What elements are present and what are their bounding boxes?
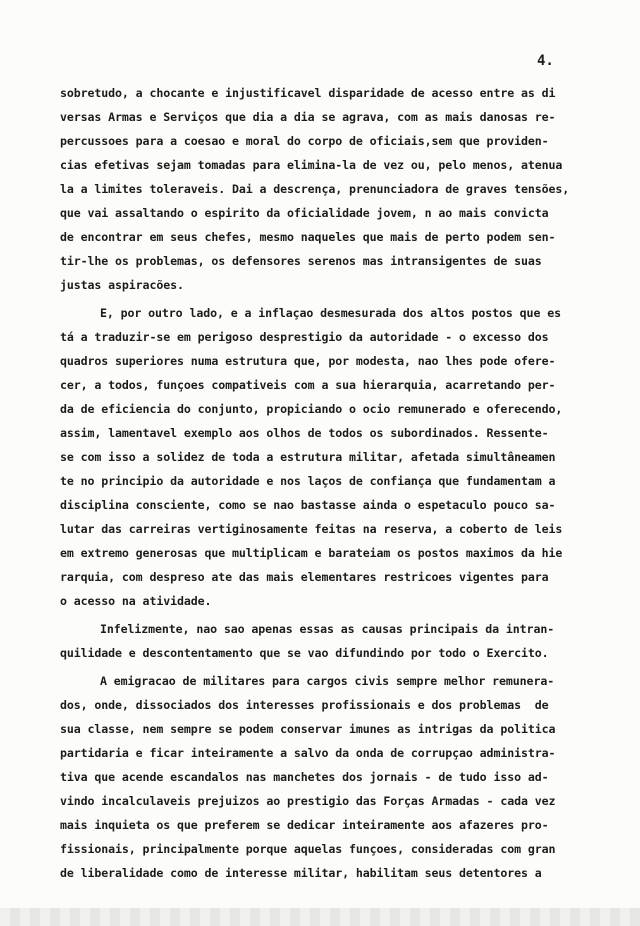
scan-edge [0, 908, 640, 926]
text-line: que vai assaltando o espirito da oficialidade jovem, n ao mais convicta [60, 206, 549, 220]
text-line: cias efetivas sejam tomadas para elimina-la de vez ou, pelo menos, atenua [60, 158, 563, 172]
text-line: quadros superiores numa estrutura que, por modesta, nao lhes pode ofere- [60, 354, 556, 368]
text-line: E, por outro lado, e a inflaçao desmesurada dos altos postos que es [100, 306, 561, 320]
text-line: disciplina consciente, como se nao bastasse ainda o espetaculo pouco sa- [60, 498, 556, 512]
text-line: em extremo generosas que multiplicam e barateiam os postos maximos da hie [60, 546, 563, 560]
text-line: lutar das carreiras vertiginosamente feitas na reserva, a coberto de leis [60, 522, 563, 536]
text-line: Infelizmente, nao sao apenas essas as causas principais da intran- [100, 622, 555, 636]
text-line: da de eficiencia do conjunto, propiciando o ocio remunerado e oferecendo, [60, 402, 563, 416]
text-line: rarquia, com despreso ate das mais elementares restricoes vigentes para [60, 570, 549, 584]
text-line: de liberalidade como de interesse militar, habilitam seus detentores a [60, 866, 542, 880]
text-line: de encontrar em seus chefes, mesmo naqueles que mais de perto podem sen- [60, 230, 556, 244]
text-line: tiva que acende escandalos nas manchetes dos jornais - de tudo isso ad- [60, 770, 549, 784]
text-line: versas Armas e Serviços que dia a dia se agrava, com as mais danosas re- [60, 110, 556, 124]
text-line: cer, a todos, funçoes compativeis com a sua hierarquia, acarretando per- [60, 378, 556, 392]
text-line: assim, lamentavel exemplo aos olhos de todos os subordinados. Ressente- [60, 426, 549, 440]
text-line: o acesso na atividade. [60, 594, 212, 608]
text-line: se com isso a solidez de toda a estrutura militar, afetada simultâneamen [60, 450, 556, 464]
text-line: tá a traduzir-se em perigoso desprestigio da autoridade - o excesso dos [60, 330, 549, 344]
text-line: tir-lhe os problemas, os defensores serenos mas intransigentes de suas [60, 254, 542, 268]
page-number: 4. [537, 53, 554, 69]
text-line: percussoes para a coesao e moral do corpo de oficiais,sem que providen- [60, 134, 549, 148]
text-line: partidaria e ficar inteiramente a salvo da onda de corrupçao administra- [60, 746, 556, 760]
text-line: dos, onde, dissociados dos interesses profissionais e dos problemas de [60, 698, 549, 712]
text-line: quilidade e descontentamento que se vao difundindo por todo o Exercito. [60, 646, 549, 660]
text-line: sua classe, nem sempre se podem conservar imunes as intrigas da politica [60, 722, 556, 736]
text-line: fissionais, principalmente porque aquelas funçoes, consideradas com gran [60, 842, 556, 856]
text-line: A emigracao de militares para cargos civis sempre melhor remunera- [100, 674, 555, 688]
text-line: vindo incalculaveis prejuizos ao prestigio das Forças Armadas - cada vez [60, 794, 556, 808]
text-line: te no principio da autoridade e nos laços de confiança que fundamentam a [60, 474, 556, 488]
text-line: sobretudo, a chocante e injustificavel disparidade de acesso entre as di [60, 86, 556, 100]
text-line: mais inquieta os que preferem se dedicar inteiramente aos afazeres pro- [60, 818, 549, 832]
text-line: la a limites toleraveis. Dai a descrença, prenunciadora de graves tensões, [60, 182, 570, 196]
text-line: justas aspiracões. [60, 278, 184, 292]
